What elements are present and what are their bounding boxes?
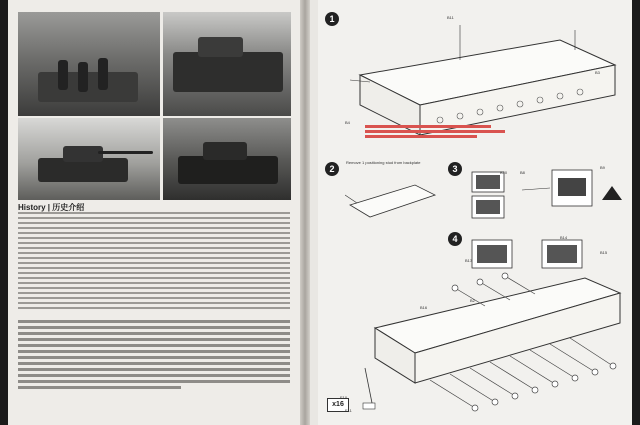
part-label: B15 (600, 250, 608, 255)
multiplier-badge: x16 (327, 398, 349, 412)
step-1-caution-note (365, 125, 505, 138)
step-number-1: 1 (325, 12, 339, 26)
part-label: B16 (420, 305, 428, 310)
history-chinese-text (18, 320, 290, 392)
part-label: B3 (595, 70, 600, 75)
step-3-parts-drawing (462, 160, 632, 228)
book-gutter (300, 0, 310, 425)
part-label: B13 (465, 258, 473, 263)
part-label: B9 (600, 165, 605, 170)
part-label: B4 (345, 120, 350, 125)
historical-photo-tank-side (163, 12, 291, 116)
history-section-title: History | 历史介绍 (18, 203, 85, 212)
step-number-2: 2 (325, 162, 339, 176)
historical-photo-soldiers (18, 12, 160, 116)
historical-photo-tiger-tank (18, 118, 160, 200)
part-label: B10 (500, 170, 508, 175)
step-2-note: Remove 1 positioning stud from backplate (346, 160, 421, 165)
part-label: B2 (470, 298, 475, 303)
part-label: E11 (345, 408, 352, 413)
part-label: B11 (447, 15, 454, 20)
history-english-text (18, 212, 290, 312)
part-label: B14 (560, 235, 568, 240)
step-number-3: 3 (448, 162, 462, 176)
suspension-assembly-drawing (335, 268, 630, 418)
step-2-backplate-drawing (345, 175, 440, 225)
historical-photo-tank-crew (163, 118, 291, 200)
step-number-4: 4 (448, 232, 462, 246)
part-label: E10 (340, 395, 348, 400)
part-label: B8 (520, 170, 525, 175)
